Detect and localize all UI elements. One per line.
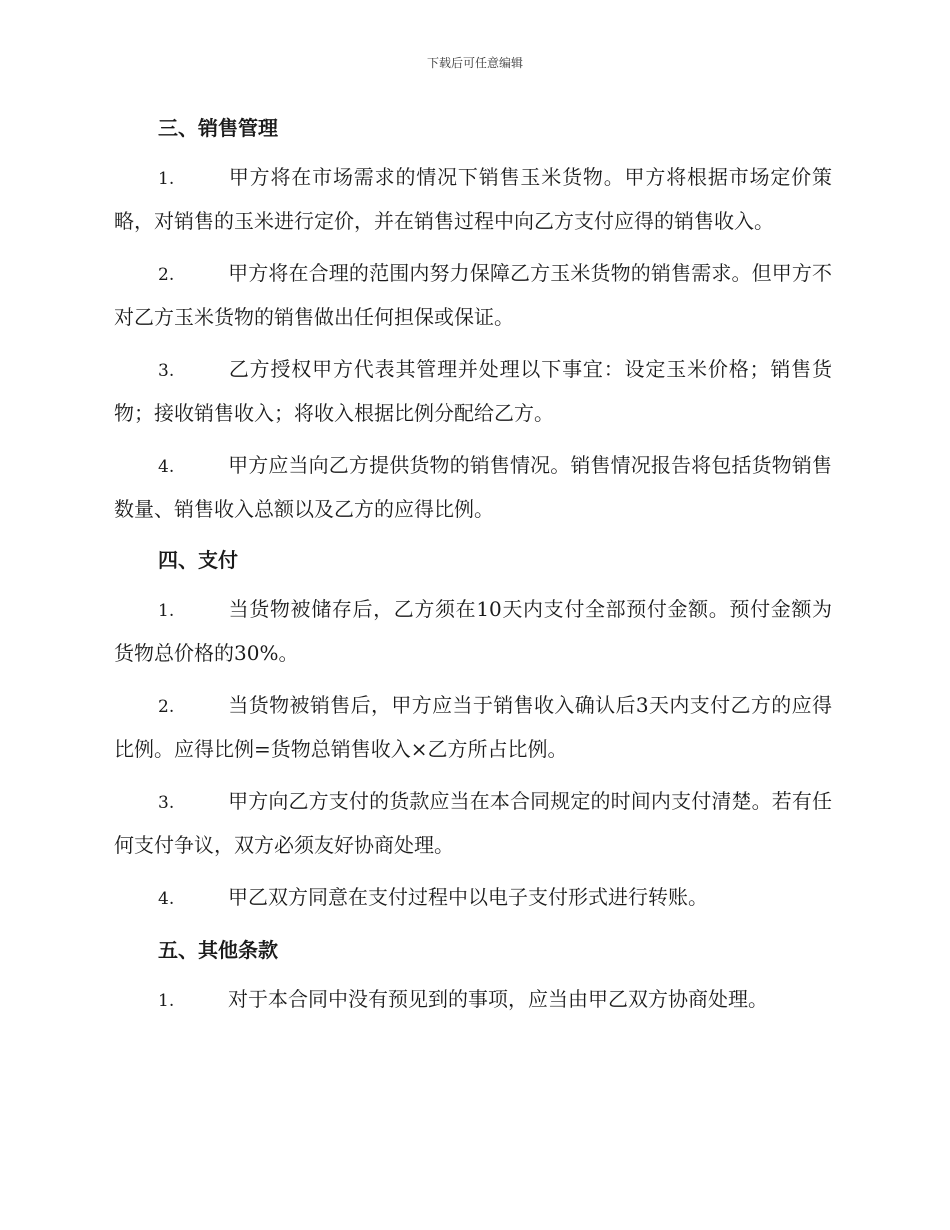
clause-number: 1. [158,601,175,621]
clause-item [114,156,832,242]
clause-text: 甲方将在市场需求的情况下销售玉米货物。甲方将根据市场定价策略，对销售的玉米进行定价，并在销售过程中向乙方支付应得的销售收入。 [114,165,832,233]
clause-text: 对于本合同中没有预见到的事项，应当由甲乙双方协商处理。 [228,987,768,1011]
section-heading: 四、支付 [158,548,238,572]
clause-item [114,588,832,674]
clause-text: 甲方应当向乙方提供货物的销售情况。销售情况报告将包括货物销售数量、销售收入总额以及乙方的应得比例。 [114,453,832,521]
section-sales-management [114,108,832,530]
clause-item [114,876,832,920]
clause-text: 当货物被储存后，乙方须在10天内支付全部预付金额。预付金额为货物总价格的30%。 [114,597,832,665]
clause-item [114,348,832,434]
section-other-terms [114,930,832,1022]
clause-text: 当货物被销售后，甲方应当于销售收入确认后3天内支付乙方的应得比例。应得比例=货物总销售收入×乙方所占比例。 [114,693,832,761]
clause-text: 甲方向乙方支付的货款应当在本合同规定的时间内支付清楚。若有任何支付争议，双方必须友好协商处理。 [114,789,832,857]
clause-item [114,978,832,1022]
clause-number: 4. [158,457,175,477]
clause-number: 1. [158,991,175,1011]
clause-number: 4. [158,889,175,909]
clause-number: 2. [158,265,175,285]
clause-item [114,684,832,770]
clause-number: 3. [158,793,175,813]
header-note: 下载后可任意编辑 [426,56,523,70]
clause-item [114,252,832,338]
document-body [114,108,832,1032]
clause-item [114,444,832,530]
clause-number: 3. [158,361,175,381]
section-payment [114,540,832,920]
clause-item [114,780,832,866]
section-heading: 五、其他条款 [158,938,278,962]
clause-number: 1. [158,169,175,189]
section-heading: 三、销售管理 [158,116,278,140]
clause-text: 甲乙双方同意在支付过程中以电子支付形式进行转账。 [228,885,708,909]
clause-number: 2. [158,697,175,717]
clause-text: 甲方将在合理的范围内努力保障乙方玉米货物的销售需求。但甲方不对乙方玉米货物的销售做出任何担保或保证。 [114,261,832,329]
clause-text: 乙方授权甲方代表其管理并处理以下事宜：设定玉米价格；销售货物；接收销售收入；将收入根据比例分配给乙方。 [114,357,832,425]
